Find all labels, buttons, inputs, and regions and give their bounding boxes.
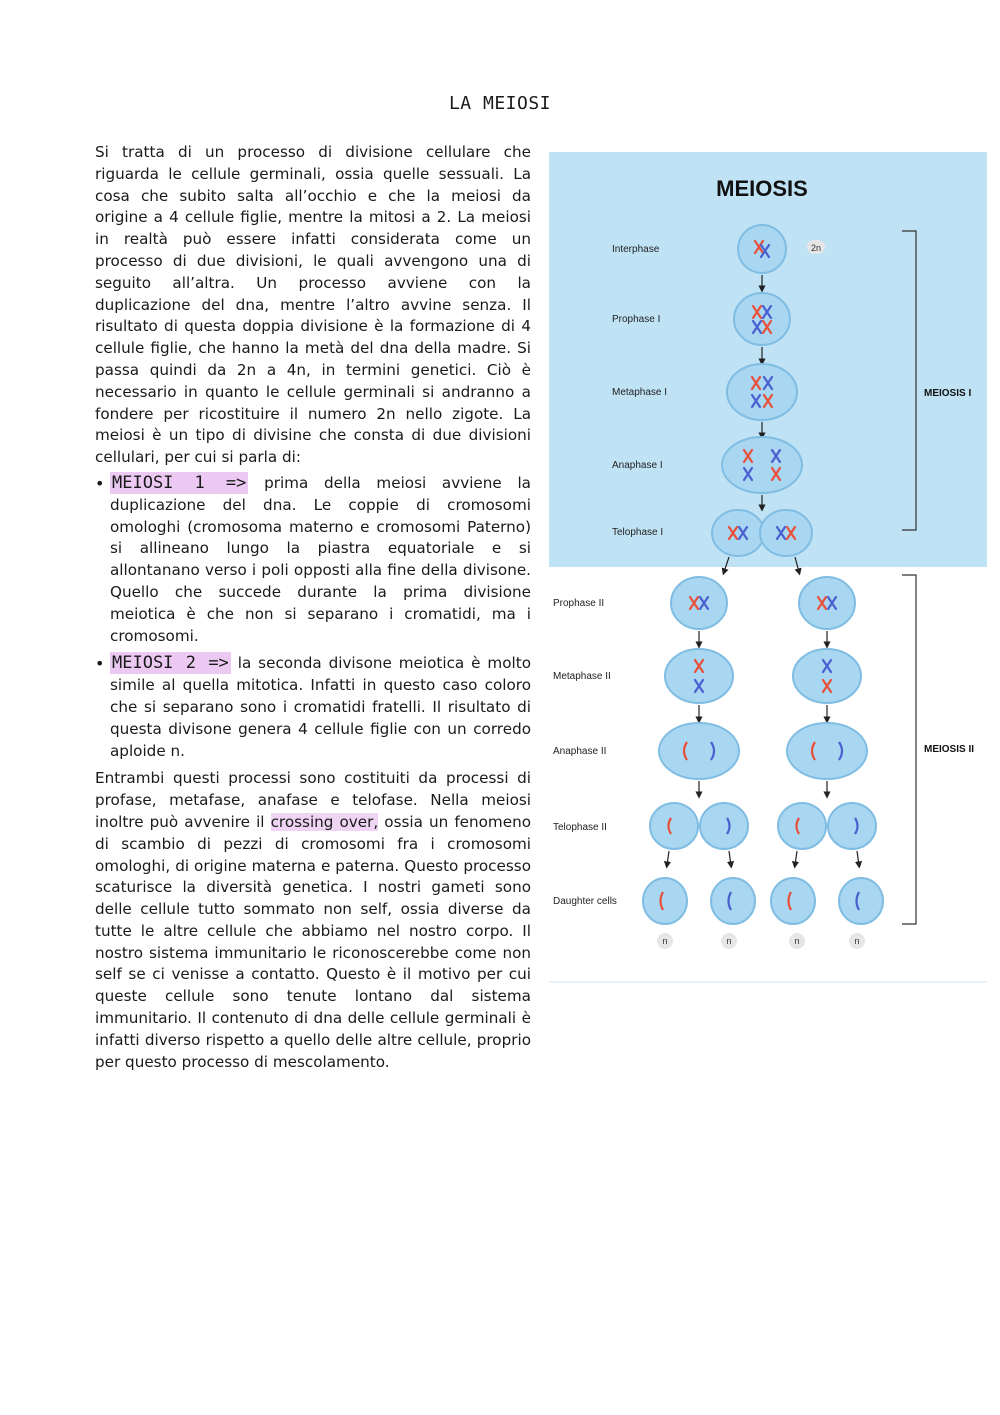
meiosis-diagram xyxy=(549,152,987,984)
meiosis-2-label: MEIOSIS II xyxy=(924,744,975,755)
ploidy-n-label: n xyxy=(854,936,860,946)
telophase-2-cell-left xyxy=(650,803,698,849)
prophase-2-cell xyxy=(799,577,855,629)
metaphase-1-cell xyxy=(727,364,797,420)
crossing-over-highlight: crossing over, xyxy=(270,812,379,831)
daughter-cell xyxy=(839,878,883,924)
stage-label-metaphase-ii: Metaphase II xyxy=(553,671,611,682)
stage-label-telophase-ii: Telophase II xyxy=(553,822,607,833)
stage-label-telophase-i: Telophase I xyxy=(612,527,664,538)
list-item-meiosi-1 xyxy=(95,473,531,647)
stage-label-prophase-ii: Prophase II xyxy=(553,598,605,609)
meiosi-1-text: prima della meiosi avviene la duplicazione del dna. Le coppie di cromosomi omologhi (cromosoma materno e cromosomi Paterno) si allineano lungo la piastra equatoriale e si allontanano verso i poli opposti alla fine della divisone. Quello che succede durante la prima divisione meiotica è che non si separano i cromatidi, ma i cromosomi. xyxy=(110,473,531,645)
flow-arrow xyxy=(795,851,797,865)
stage-label-interphase: Interphase xyxy=(612,244,660,255)
prophase-2-cell xyxy=(671,577,727,629)
stage-label-anaphase-ii: Anaphase II xyxy=(553,746,607,757)
list-item-meiosi-2 xyxy=(95,653,531,762)
daughter-cell xyxy=(711,878,755,924)
document-title: LA MEIOSI xyxy=(448,93,552,114)
stage-label-anaphase-i: Anaphase I xyxy=(612,460,663,471)
metaphase-2-cell xyxy=(665,649,733,703)
ploidy-n-label: n xyxy=(794,936,800,946)
text-column xyxy=(95,142,531,1073)
anaphase-1-cell xyxy=(722,437,802,493)
telophase-1-cell-right xyxy=(760,510,812,556)
meiosis-list xyxy=(95,473,531,762)
flow-arrow xyxy=(729,851,731,865)
stage-label-prophase-i: Prophase I xyxy=(612,314,661,325)
flow-arrow xyxy=(857,851,859,865)
closing-text-start: Entrambi questi processi sono costituiti da processi di profase, metafase, anafase e telofase. Nella meiosi inoltre può avvenire il xyxy=(95,769,531,831)
figure-title: MEIOSIS xyxy=(716,176,808,201)
closing-paragraph xyxy=(95,768,531,1073)
telophase-2-cell-right xyxy=(828,803,876,849)
ploidy-2n-label: 2n xyxy=(810,243,822,253)
telophase-1-cell-left xyxy=(712,510,764,556)
closing-text-end: ossia un fenomeno di scambio di pezzi di cromosomi fra i cromosomi omologhi, di origine materna e paterna. Questo processo scaturisce la diversità genetica. I nostri gameti sono delle cellule tutto sommato non self, ossia diverse da tutte le altre cellule che abbiamo nel nostro corpo. Il nostro sistema immunitario le riconoscerebbe come non self se ci venisse a contatto. Questo è il motivo per cui queste cellule sono tenute lontano dal sistema immunitario. Il contenuto di dna delle cellule germinali è infatti diverso rispetto a quello delle altre cellule, proprio per questo processo di mescolamento. xyxy=(95,812,531,1071)
meiosi-2-label: MEIOSI 2 => xyxy=(112,653,229,674)
stage-label-daughter-cells: Daughter cells xyxy=(553,896,617,907)
telophase-2-cell-right xyxy=(700,803,748,849)
meiosis-1-panel xyxy=(549,152,987,567)
flow-arrow xyxy=(667,851,669,865)
ploidy-n-label: n xyxy=(726,936,732,946)
daughter-cell xyxy=(643,878,687,924)
ploidy-n-label: n xyxy=(662,936,668,946)
metaphase-2-cell xyxy=(793,649,861,703)
meiosis-1-label: MEIOSIS I xyxy=(924,388,972,399)
meiosi-2-text: la seconda divisone meiotica è molto simile al quella mitotica. Infatti in questo caso coloro che si separano sono i cromatidi fratelli. Il risultato di questa divisone genera 4 cellule figlie con un corredo aploide n. xyxy=(110,654,531,760)
anaphase-2-cell xyxy=(659,723,739,779)
prophase-1-cell xyxy=(734,293,790,345)
stage-label-metaphase-i: Metaphase I xyxy=(612,387,668,398)
intro-paragraph: Si tratta di un processo di divisione cellulare che riguarda le cellule germinali, ossia quelle sessuali. La cosa che subito salta all’occhio e che la meiosi da origine a 4 cellule figlie, mentre la mitosi a 2. La meiosi in realtà può essere infatti considerata come un processo di due divisioni, le quali avvengono una di seguito all’altra. Un processo avviene con la duplicazione del dna, mentre l’altro avvine senza. Il risultato di questa doppia divisione è la formazione di 4 cellule figlie, che hanno la metà del dna della madre. Si passa quindi da 2n a 4n, in termini genetici. Ciò è necessario in quanto le cellule germinali si andranno a fondere per ricostituire il numero 2n nello zigote. La meiosi è un tipo di divisine che consta di due divisioni cellulari, per cui si parla di: xyxy=(95,143,531,467)
meiosi-1-label: MEIOSI 1 => xyxy=(112,472,247,493)
daughter-cell xyxy=(771,878,815,924)
telophase-2-cell-left xyxy=(778,803,826,849)
anaphase-2-cell xyxy=(787,723,867,779)
meiosis-2-bracket xyxy=(902,575,916,924)
interphase-cell xyxy=(738,225,786,273)
